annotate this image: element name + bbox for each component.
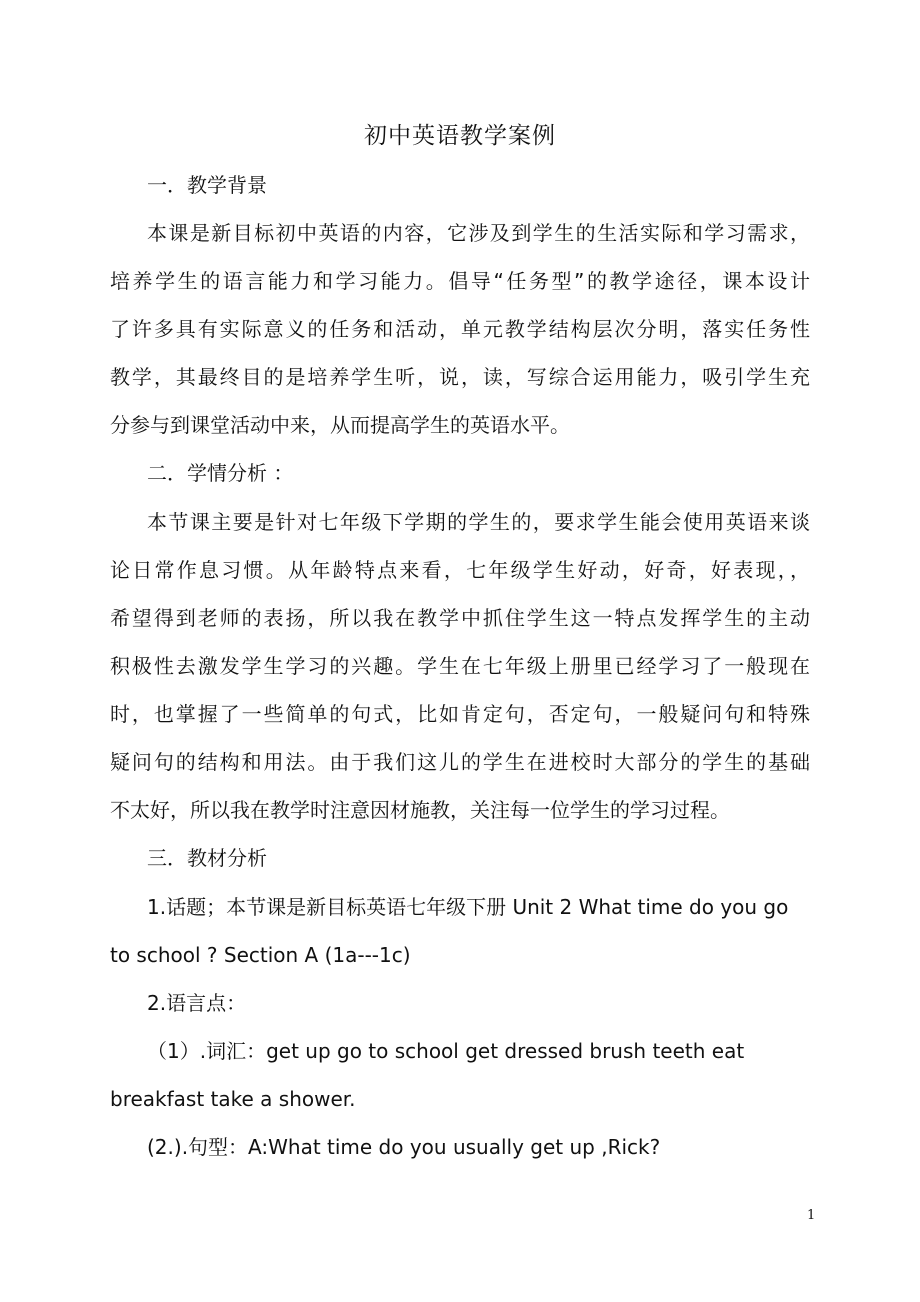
paragraph-line: 疑问句的结构和用法。由于我们这儿的学生在进校时大部分的学生的基础 bbox=[110, 750, 810, 774]
language-points-heading: 2.语言点： bbox=[147, 991, 247, 1015]
heading-material-analysis: 三．教材分析 bbox=[147, 846, 267, 870]
topic-line: 1.话题；本节课是新目标英语七年级下册 Unit 2 What time do you go bbox=[147, 895, 789, 919]
paragraph-line: 了许多具有实际意义的任务和活动，单元教学结构层次分明，落实任务性 bbox=[110, 317, 810, 341]
paragraph-line: 本课是新目标初中英语的内容，它涉及到学生的生活实际和学习需求， bbox=[147, 221, 810, 245]
paragraph-line: 论日常作息习惯。从年龄特点来看，七年级学生好动，好奇，好表现，， bbox=[110, 558, 810, 582]
vocabulary-line-continued: breakfast take a shower. bbox=[110, 1087, 356, 1111]
paragraph-line: 希望得到老师的表扬，所以我在教学中抓住学生这一特点发挥学生的主动 bbox=[110, 606, 810, 630]
paragraph-line: 分参与到课堂活动中来，从而提高学生的英语水平。 bbox=[110, 413, 570, 437]
paragraph-line: 培养学生的语言能力和学习能力。倡导“任务型”的教学途径，课本设计 bbox=[110, 269, 810, 293]
paragraph-line: 不太好，所以我在教学时注意因材施教，关注每一位学生的学习过程。 bbox=[110, 798, 730, 822]
vocabulary-line: （1）.词汇：get up go to school get dressed brush teeth eat bbox=[147, 1039, 745, 1063]
heading-learner-analysis: 二．学情分析 ： bbox=[147, 461, 294, 485]
paragraph-line: 本节课主要是针对七年级下学期的学生的，要求学生能会使用英语来谈 bbox=[147, 510, 810, 534]
document-title: 初中英语教学案例 bbox=[364, 123, 556, 149]
sentence-pattern-line: (2.).句型：A:What time do you usually get up ,Rick? bbox=[147, 1135, 661, 1159]
topic-line-continued: to school ? Section A (1a---1c) bbox=[110, 943, 411, 967]
paragraph-line: 时，也掌握了一些简单的句式，比如肯定句，否定句，一般疑问句和特殊 bbox=[110, 702, 810, 726]
page-number: 1 bbox=[807, 1208, 816, 1223]
paragraph-line: 积极性去激发学生学习的兴趣。学生在七年级上册里已经学习了一般现在 bbox=[110, 654, 810, 678]
heading-teaching-background: 一．教学背景 bbox=[147, 173, 267, 197]
paragraph-line: 教学，其最终目的是培养学生听，说，读，写综合运用能力，吸引学生充 bbox=[110, 365, 810, 389]
